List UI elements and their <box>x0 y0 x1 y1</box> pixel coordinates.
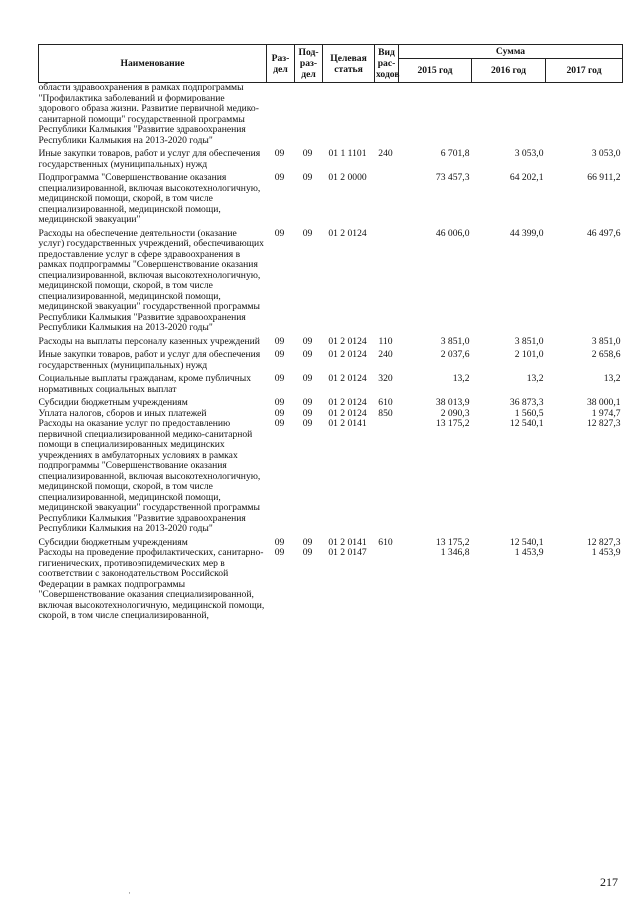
row-podrazdel: 09 <box>302 172 313 183</box>
row-podrazdel <box>295 83 323 147</box>
header-sum: Сумма <box>399 45 623 59</box>
table-row <box>39 371 623 395</box>
row-sum-2015: 13 175,2 <box>435 536 470 548</box>
row-expense-type: 110 <box>378 335 393 347</box>
row-sum-2015: 46 006,0 <box>435 227 470 239</box>
row-razdel: 09 <box>274 547 285 558</box>
row-sum-2016: 3 851,0 <box>514 335 544 347</box>
row-sum-2017: 12 827,3 <box>586 536 621 548</box>
row-target-article: 01 2 0124 <box>328 335 367 347</box>
row-sum-2017: 3 851,0 <box>591 335 621 347</box>
row-name: Иные закупки товаров, работ и услуг для обеспечения государственных (муниципальных) нужд <box>38 349 261 371</box>
row-expense-type <box>375 548 399 622</box>
row-sum-2015: 6 701,8 <box>440 148 470 159</box>
row-name: Уплата налогов, сборов и иных платежей <box>38 407 207 419</box>
row-expense-type: 850 <box>378 407 393 419</box>
table-row <box>39 395 623 409</box>
row-razdel: 09 <box>274 536 285 548</box>
budget-table <box>38 44 623 622</box>
row-target-article: 01 1 1101 <box>328 148 367 159</box>
header-year-2016: 2016 год <box>472 59 546 83</box>
row-expense-type <box>375 170 399 226</box>
row-expense-type: 240 <box>378 148 393 159</box>
row-sum-2017: 1 453,9 <box>591 547 621 558</box>
row-podrazdel: 09 <box>302 148 313 159</box>
row-sum-2017: 1 974,7 <box>591 407 621 419</box>
row-sum-2016: 36 873,3 <box>509 397 544 408</box>
table-row <box>39 419 623 535</box>
header-target-article: Целевая статья <box>323 45 375 83</box>
page-number: 217 <box>600 875 618 889</box>
row-sum-2017: 13,2 <box>603 373 621 384</box>
row-sum-2015: 13 175,2 <box>435 418 470 429</box>
row-target-article: 01 2 0124 <box>328 373 367 384</box>
row-name: Расходы на проведение профилактических, санитарно-гигиенических, противоэпидемических мер в соответствии с законодательством Российской Федерации в рамках подпрограммы "Совершенствование оказания специализированной, включая высокотехнологичную, медицинской помощи, скорой, в том числе специализированной, <box>38 547 265 621</box>
row-sum-2016: 1 560,5 <box>514 407 544 419</box>
row-expense-type <box>375 419 399 535</box>
table-body <box>39 83 623 622</box>
row-expense-type: 610 <box>378 536 393 548</box>
row-sum-2016: 44 399,0 <box>509 227 544 239</box>
row-target-article <box>323 83 375 147</box>
header-name: Наименование <box>39 45 267 83</box>
row-razdel: 09 <box>274 373 285 384</box>
row-sum-2016: 2 101,0 <box>514 349 544 360</box>
row-expense-type <box>375 226 399 334</box>
row-razdel: 09 <box>274 172 285 183</box>
row-podrazdel: 09 <box>302 407 313 419</box>
table-row <box>39 535 623 549</box>
row-podrazdel: 09 <box>302 547 313 558</box>
row-sum-2017 <box>546 83 623 147</box>
row-podrazdel: 09 <box>302 227 313 239</box>
row-sum-2015: 2 037,6 <box>440 349 470 360</box>
row-expense-type: 240 <box>378 349 393 360</box>
row-sum-2016: 13,2 <box>526 373 544 384</box>
row-expense-type <box>375 83 399 147</box>
table-row <box>39 226 623 334</box>
row-sum-2015: 38 013,9 <box>435 397 470 408</box>
row-sum-2015 <box>399 83 472 147</box>
row-name: области здравоохранения в рамках подпрограммы "Профилактика заболеваний и формирование здорового образа жизни. Развитие первичной медико-санитарной помощи" государственной программы Республики Калмыкия "Развитие здравоохранения Республики Калмыкия на 2013-2020 годы" <box>38 82 259 146</box>
row-sum-2016: 3 053,0 <box>514 148 544 159</box>
row-podrazdel: 09 <box>302 536 313 548</box>
row-sum-2016 <box>472 83 546 147</box>
row-target-article: 01 2 0124 <box>328 349 367 360</box>
row-razdel: 09 <box>274 407 285 419</box>
row-target-article: 01 2 0141 <box>328 536 367 548</box>
row-razdel: 09 <box>274 148 285 159</box>
row-sum-2017: 2 658,6 <box>591 349 621 360</box>
row-target-article: 01 2 0141 <box>328 418 367 429</box>
row-name: Субсидии бюджетным учреждениям <box>38 536 188 548</box>
row-name: Подпрограмма "Совершенствование оказания специализированной, включая высокотехнологичную, медицинской помощи, скорой, в том числе специализированной, медицинской помощи, медицинской эвакуации" <box>38 172 261 225</box>
table-row <box>39 83 623 147</box>
row-sum-2016: 1 453,9 <box>514 547 544 558</box>
row-target-article: 01 2 0124 <box>328 227 367 239</box>
row-razdel: 09 <box>274 397 285 408</box>
row-target-article: 01 2 0000 <box>328 172 367 183</box>
row-razdel: 09 <box>274 335 285 347</box>
row-name: Социальные выплаты гражданам, кроме публичных нормативных социальных выплат <box>38 373 252 395</box>
row-sum-2017: 46 497,6 <box>586 227 621 239</box>
table-row <box>39 146 623 170</box>
table-row <box>39 334 623 348</box>
row-sum-2016: 64 202,1 <box>509 172 544 183</box>
header-expense-type: Вид рас-ходов <box>375 45 399 83</box>
row-sum-2015: 3 851,0 <box>440 335 470 347</box>
row-target-article: 01 2 0124 <box>328 397 367 408</box>
row-sum-2015: 73 457,3 <box>435 172 470 183</box>
table-row <box>39 548 623 622</box>
table-row <box>39 347 623 371</box>
row-sum-2017: 38 000,1 <box>586 397 621 408</box>
row-sum-2015: 2 090,3 <box>440 407 470 419</box>
row-sum-2015: 13,2 <box>452 373 470 384</box>
row-razdel: 09 <box>274 418 285 429</box>
row-name: Расходы на выплаты персоналу казенных учреждений <box>38 335 260 347</box>
row-name: Расходы на обеспечение деятельности (оказание услуг) государственных учреждений, обеспечивающих предоставление услуг в сфере здравоохранения в рамках подпрограммы "Совершенствование оказания специализированной, включая высокотехнологичную, медицинской помощи, скорой, в том числе специализированной, медицинской помощи, медицинской эвакуации" государственной программы Республики Калмыкия "Развитие здравоохранения Республики Калмыкия на 2013-2020 годы" <box>38 227 264 333</box>
row-podrazdel: 09 <box>302 373 313 384</box>
row-sum-2017: 3 053,0 <box>591 148 621 159</box>
row-razdel <box>267 83 295 147</box>
row-razdel: 09 <box>274 349 285 360</box>
table-row <box>39 170 623 226</box>
header-podrazdel: Под-раз-дел <box>295 45 323 83</box>
row-expense-type: 320 <box>378 373 393 384</box>
row-podrazdel: 09 <box>302 418 313 429</box>
row-podrazdel: 09 <box>302 335 313 347</box>
row-sum-2017: 12 827,3 <box>586 418 621 429</box>
header-year-2015: 2015 год <box>399 59 472 83</box>
row-name: Расходы на оказание услуг по предоставлению первичной специализированной медико-санитарной помощи в специализированных медицинских учреждениях в амбулаторных условиях в рамках подпрограммы "Совершенствование оказания специализированной, включая высокотехнологичную, медицинской помощи, скорой, в том числе специализированной, медицинской помощи, медицинской эвакуации" государственной программы Республики Калмыкия "Развитие здравоохранения Республики Калмыкия на 2013-2020 годы" <box>38 418 261 534</box>
row-expense-type: 610 <box>378 397 393 408</box>
row-target-article: 01 2 0124 <box>328 407 367 419</box>
table-header <box>39 45 623 83</box>
row-target-article: 01 2 0147 <box>328 547 367 558</box>
row-podrazdel: 09 <box>302 397 313 408</box>
scan-mark: · <box>128 888 131 898</box>
row-sum-2016: 12 540,1 <box>509 418 544 429</box>
header-razdel: Раз-дел <box>267 45 295 83</box>
row-razdel: 09 <box>274 227 285 239</box>
row-name: Субсидии бюджетным учреждениям <box>38 397 188 408</box>
row-podrazdel: 09 <box>302 349 313 360</box>
header-year-2017: 2017 год <box>546 59 623 83</box>
row-name: Иные закупки товаров, работ и услуг для обеспечения государственных (муниципальных) нужд <box>38 148 261 170</box>
row-sum-2016: 12 540,1 <box>509 536 544 548</box>
row-sum-2015: 1 346,8 <box>440 547 470 558</box>
row-sum-2017: 66 911,2 <box>587 172 621 183</box>
